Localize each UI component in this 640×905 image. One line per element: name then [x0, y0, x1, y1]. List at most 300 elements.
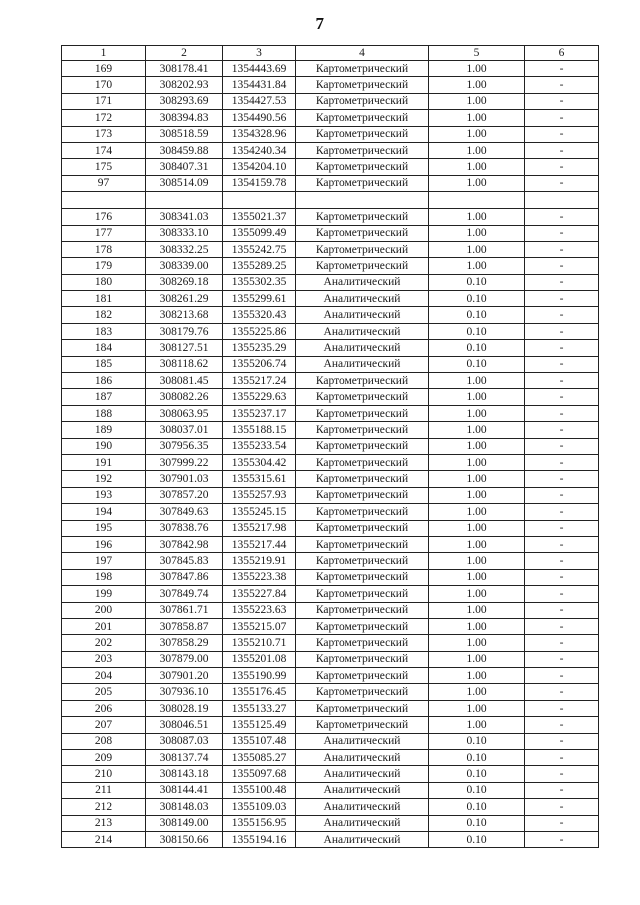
method-cell: Картометрический [296, 422, 429, 438]
description-cell: - [525, 340, 599, 356]
point-number-cell: 204 [62, 668, 146, 684]
description-cell: - [525, 209, 599, 225]
y-coordinate-cell: 1355176.45 [223, 684, 296, 700]
point-number-cell: 210 [62, 766, 146, 782]
y-coordinate-cell: 1355125.49 [223, 717, 296, 733]
method-cell: Аналитический [296, 799, 429, 815]
description-cell: - [525, 159, 599, 175]
table-row [62, 258, 599, 274]
method-cell: Картометрический [296, 389, 429, 405]
x-coordinate-cell: 308213.68 [146, 307, 223, 323]
x-coordinate-cell: 307999.22 [146, 454, 223, 470]
method-cell: Аналитический [296, 815, 429, 831]
y-coordinate-cell: 1355245.15 [223, 504, 296, 520]
description-cell: - [525, 61, 599, 77]
y-coordinate-cell: 1354443.69 [223, 61, 296, 77]
point-number-cell: 97 [62, 175, 146, 191]
table-row [62, 635, 599, 651]
table-row [62, 241, 599, 257]
method-cell: Картометрический [296, 668, 429, 684]
accuracy-cell: 1.00 [429, 373, 525, 389]
method-cell: Аналитический [296, 274, 429, 290]
y-coordinate-cell: 1354159.78 [223, 175, 296, 191]
table-row [62, 536, 599, 552]
description-cell: - [525, 733, 599, 749]
point-number-cell: 193 [62, 487, 146, 503]
empty-cell [146, 192, 223, 209]
description-cell: - [525, 307, 599, 323]
method-cell: Аналитический [296, 323, 429, 339]
x-coordinate-cell: 307849.74 [146, 586, 223, 602]
x-coordinate-cell: 307901.20 [146, 668, 223, 684]
point-number-cell: 171 [62, 93, 146, 109]
header-cell-x: 2 [146, 46, 223, 61]
description-cell: - [525, 438, 599, 454]
point-number-cell: 176 [62, 209, 146, 225]
table-row [62, 61, 599, 77]
method-cell: Картометрический [296, 487, 429, 503]
y-coordinate-cell: 1355133.27 [223, 700, 296, 716]
y-coordinate-cell: 1355100.48 [223, 782, 296, 798]
table-row [62, 291, 599, 307]
description-cell: - [525, 241, 599, 257]
method-cell: Картометрический [296, 241, 429, 257]
table-row [62, 110, 599, 126]
table-row [62, 389, 599, 405]
accuracy-cell: 1.00 [429, 159, 525, 175]
point-number-cell: 181 [62, 291, 146, 307]
x-coordinate-cell: 308118.62 [146, 356, 223, 372]
point-number-cell: 194 [62, 504, 146, 520]
coordinates-table [61, 45, 599, 848]
y-coordinate-cell: 1355315.61 [223, 471, 296, 487]
y-coordinate-cell: 1355206.74 [223, 356, 296, 372]
description-cell: - [525, 750, 599, 766]
description-cell: - [525, 323, 599, 339]
description-cell: - [525, 225, 599, 241]
y-coordinate-cell: 1355223.63 [223, 602, 296, 618]
accuracy-cell: 0.10 [429, 291, 525, 307]
description-cell: - [525, 815, 599, 831]
x-coordinate-cell: 308082.26 [146, 389, 223, 405]
y-coordinate-cell: 1354240.34 [223, 142, 296, 158]
table-row [62, 175, 599, 191]
y-coordinate-cell: 1355107.48 [223, 733, 296, 749]
x-coordinate-cell: 308394.83 [146, 110, 223, 126]
method-cell: Картометрический [296, 77, 429, 93]
x-coordinate-cell: 308143.18 [146, 766, 223, 782]
table-row [62, 471, 599, 487]
x-coordinate-cell: 307879.00 [146, 651, 223, 667]
method-cell: Картометрический [296, 536, 429, 552]
point-number-cell: 192 [62, 471, 146, 487]
point-number-cell: 209 [62, 750, 146, 766]
description-cell: - [525, 405, 599, 421]
description-cell: - [525, 520, 599, 536]
accuracy-cell: 1.00 [429, 553, 525, 569]
empty-cell [62, 192, 146, 209]
method-cell: Картометрический [296, 569, 429, 585]
point-number-cell: 177 [62, 225, 146, 241]
header-cell-method: 4 [296, 46, 429, 61]
table-row [62, 340, 599, 356]
point-number-cell: 202 [62, 635, 146, 651]
y-coordinate-cell: 1355217.24 [223, 373, 296, 389]
accuracy-cell: 1.00 [429, 569, 525, 585]
point-number-cell: 189 [62, 422, 146, 438]
point-number-cell: 172 [62, 110, 146, 126]
accuracy-cell: 1.00 [429, 93, 525, 109]
point-number-cell: 173 [62, 126, 146, 142]
y-coordinate-cell: 1355289.25 [223, 258, 296, 274]
method-cell: Картометрический [296, 225, 429, 241]
table-row [62, 209, 599, 225]
x-coordinate-cell: 307858.29 [146, 635, 223, 651]
method-cell: Картометрический [296, 602, 429, 618]
y-coordinate-cell: 1355233.54 [223, 438, 296, 454]
accuracy-cell: 0.10 [429, 750, 525, 766]
description-cell: - [525, 782, 599, 798]
point-number-cell: 185 [62, 356, 146, 372]
x-coordinate-cell: 308333.10 [146, 225, 223, 241]
coordinates-table-body [62, 46, 599, 848]
method-cell: Картометрический [296, 454, 429, 470]
empty-cell [223, 192, 296, 209]
point-number-cell: 199 [62, 586, 146, 602]
accuracy-cell: 1.00 [429, 61, 525, 77]
description-cell: - [525, 651, 599, 667]
description-cell: - [525, 471, 599, 487]
y-coordinate-cell: 1355223.38 [223, 569, 296, 585]
x-coordinate-cell: 308269.18 [146, 274, 223, 290]
x-coordinate-cell: 308150.66 [146, 831, 223, 847]
y-coordinate-cell: 1355097.68 [223, 766, 296, 782]
accuracy-cell: 1.00 [429, 618, 525, 634]
empty-cell [296, 192, 429, 209]
y-coordinate-cell: 1354431.84 [223, 77, 296, 93]
method-cell: Картометрический [296, 586, 429, 602]
point-number-cell: 195 [62, 520, 146, 536]
accuracy-cell: 1.00 [429, 471, 525, 487]
y-coordinate-cell: 1355257.93 [223, 487, 296, 503]
table-row [62, 520, 599, 536]
x-coordinate-cell: 308149.00 [146, 815, 223, 831]
y-coordinate-cell: 1355215.07 [223, 618, 296, 634]
description-cell: - [525, 569, 599, 585]
accuracy-cell: 1.00 [429, 422, 525, 438]
accuracy-cell: 1.00 [429, 77, 525, 93]
point-number-cell: 196 [62, 536, 146, 552]
table-row [62, 602, 599, 618]
method-cell: Картометрический [296, 635, 429, 651]
accuracy-cell: 0.10 [429, 831, 525, 847]
method-cell: Картометрический [296, 504, 429, 520]
x-coordinate-cell: 307936.10 [146, 684, 223, 700]
point-number-cell: 183 [62, 323, 146, 339]
point-number-cell: 201 [62, 618, 146, 634]
accuracy-cell: 1.00 [429, 142, 525, 158]
accuracy-cell: 1.00 [429, 225, 525, 241]
table-row [62, 274, 599, 290]
point-number-cell: 169 [62, 61, 146, 77]
table-row [62, 422, 599, 438]
point-number-cell: 188 [62, 405, 146, 421]
method-cell: Аналитический [296, 307, 429, 323]
x-coordinate-cell: 308261.29 [146, 291, 223, 307]
table-row [62, 733, 599, 749]
y-coordinate-cell: 1355190.99 [223, 668, 296, 684]
x-coordinate-cell: 307838.76 [146, 520, 223, 536]
method-cell: Аналитический [296, 340, 429, 356]
table-row [62, 799, 599, 815]
method-cell: Картометрический [296, 700, 429, 716]
x-coordinate-cell: 308339.00 [146, 258, 223, 274]
accuracy-cell: 1.00 [429, 454, 525, 470]
table-row [62, 684, 599, 700]
method-cell: Картометрический [296, 258, 429, 274]
table-row [62, 553, 599, 569]
method-cell: Картометрический [296, 618, 429, 634]
method-cell: Картометрический [296, 209, 429, 225]
table-row [62, 504, 599, 520]
description-cell: - [525, 635, 599, 651]
description-cell: - [525, 586, 599, 602]
y-coordinate-cell: 1355302.35 [223, 274, 296, 290]
accuracy-cell: 1.00 [429, 602, 525, 618]
table-row [62, 454, 599, 470]
description-cell: - [525, 553, 599, 569]
y-coordinate-cell: 1355210.71 [223, 635, 296, 651]
table-row [62, 356, 599, 372]
y-coordinate-cell: 1355304.42 [223, 454, 296, 470]
method-cell: Картометрический [296, 110, 429, 126]
accuracy-cell: 1.00 [429, 405, 525, 421]
x-coordinate-cell: 307845.83 [146, 553, 223, 569]
x-coordinate-cell: 308144.41 [146, 782, 223, 798]
x-coordinate-cell: 308332.25 [146, 241, 223, 257]
table-row [62, 487, 599, 503]
accuracy-cell: 1.00 [429, 586, 525, 602]
header-cell-accuracy: 5 [429, 46, 525, 61]
table-row [62, 618, 599, 634]
method-cell: Картометрический [296, 373, 429, 389]
description-cell: - [525, 504, 599, 520]
accuracy-cell: 1.00 [429, 487, 525, 503]
table-row [62, 405, 599, 421]
accuracy-cell: 1.00 [429, 700, 525, 716]
point-number-cell: 198 [62, 569, 146, 585]
x-coordinate-cell: 307842.98 [146, 536, 223, 552]
x-coordinate-cell: 308179.76 [146, 323, 223, 339]
table-row [62, 77, 599, 93]
point-number-cell: 208 [62, 733, 146, 749]
x-coordinate-cell: 308127.51 [146, 340, 223, 356]
point-number-cell: 174 [62, 142, 146, 158]
table-row [62, 700, 599, 716]
method-cell: Картометрический [296, 651, 429, 667]
table-row [62, 142, 599, 158]
y-coordinate-cell: 1355021.37 [223, 209, 296, 225]
y-coordinate-cell: 1354427.53 [223, 93, 296, 109]
y-coordinate-cell: 1355217.98 [223, 520, 296, 536]
point-number-cell: 190 [62, 438, 146, 454]
x-coordinate-cell: 307956.35 [146, 438, 223, 454]
point-number-cell: 187 [62, 389, 146, 405]
point-number-cell: 175 [62, 159, 146, 175]
description-cell: - [525, 126, 599, 142]
point-number-cell: 191 [62, 454, 146, 470]
x-coordinate-cell: 308063.95 [146, 405, 223, 421]
y-coordinate-cell: 1355109.03 [223, 799, 296, 815]
accuracy-cell: 1.00 [429, 668, 525, 684]
description-cell: - [525, 454, 599, 470]
accuracy-cell: 1.00 [429, 651, 525, 667]
accuracy-cell: 1.00 [429, 258, 525, 274]
table-row [62, 750, 599, 766]
contour-separator-row [62, 192, 599, 209]
x-coordinate-cell: 308202.93 [146, 77, 223, 93]
point-number-cell: 214 [62, 831, 146, 847]
description-cell: - [525, 175, 599, 191]
y-coordinate-cell: 1354204.10 [223, 159, 296, 175]
point-number-cell: 200 [62, 602, 146, 618]
table-row [62, 831, 599, 847]
empty-cell [525, 192, 599, 209]
description-cell: - [525, 274, 599, 290]
table-row [62, 373, 599, 389]
method-cell: Картометрический [296, 684, 429, 700]
x-coordinate-cell: 307901.03 [146, 471, 223, 487]
method-cell: Аналитический [296, 291, 429, 307]
point-number-cell: 203 [62, 651, 146, 667]
description-cell: - [525, 536, 599, 552]
point-number-cell: 186 [62, 373, 146, 389]
point-number-cell: 206 [62, 700, 146, 716]
y-coordinate-cell: 1355229.63 [223, 389, 296, 405]
header-cell-point: 1 [62, 46, 146, 61]
point-number-cell: 182 [62, 307, 146, 323]
page-number: 7 [315, 14, 325, 33]
x-coordinate-cell: 307858.87 [146, 618, 223, 634]
description-cell: - [525, 668, 599, 684]
method-cell: Картометрический [296, 520, 429, 536]
x-coordinate-cell: 308518.59 [146, 126, 223, 142]
x-coordinate-cell: 308137.74 [146, 750, 223, 766]
accuracy-cell: 0.10 [429, 307, 525, 323]
table-row [62, 586, 599, 602]
method-cell: Картометрический [296, 159, 429, 175]
x-coordinate-cell: 307847.86 [146, 569, 223, 585]
table-row [62, 815, 599, 831]
description-cell: - [525, 142, 599, 158]
table-row [62, 766, 599, 782]
header-cell-y: 3 [223, 46, 296, 61]
y-coordinate-cell: 1354490.56 [223, 110, 296, 126]
table-row [62, 323, 599, 339]
accuracy-cell: 1.00 [429, 209, 525, 225]
table-row [62, 782, 599, 798]
accuracy-cell: 1.00 [429, 504, 525, 520]
description-cell: - [525, 258, 599, 274]
point-number-cell: 205 [62, 684, 146, 700]
accuracy-cell: 1.00 [429, 241, 525, 257]
y-coordinate-cell: 1355099.49 [223, 225, 296, 241]
point-number-cell: 170 [62, 77, 146, 93]
point-number-cell: 211 [62, 782, 146, 798]
method-cell: Аналитический [296, 766, 429, 782]
y-coordinate-cell: 1354328.96 [223, 126, 296, 142]
accuracy-cell: 0.10 [429, 323, 525, 339]
table-row [62, 717, 599, 733]
x-coordinate-cell: 308028.19 [146, 700, 223, 716]
method-cell: Аналитический [296, 356, 429, 372]
method-cell: Картометрический [296, 405, 429, 421]
method-cell: Картометрический [296, 61, 429, 77]
accuracy-cell: 0.10 [429, 815, 525, 831]
x-coordinate-cell: 307861.71 [146, 602, 223, 618]
description-cell: - [525, 684, 599, 700]
description-cell: - [525, 389, 599, 405]
table-row [62, 438, 599, 454]
accuracy-cell: 1.00 [429, 389, 525, 405]
y-coordinate-cell: 1355156.95 [223, 815, 296, 831]
y-coordinate-cell: 1355194.16 [223, 831, 296, 847]
method-cell: Картометрический [296, 471, 429, 487]
description-cell: - [525, 717, 599, 733]
y-coordinate-cell: 1355219.91 [223, 553, 296, 569]
description-cell: - [525, 602, 599, 618]
x-coordinate-cell: 308407.31 [146, 159, 223, 175]
x-coordinate-cell: 308514.09 [146, 175, 223, 191]
y-coordinate-cell: 1355188.15 [223, 422, 296, 438]
x-coordinate-cell: 308081.45 [146, 373, 223, 389]
accuracy-cell: 0.10 [429, 799, 525, 815]
accuracy-cell: 1.00 [429, 717, 525, 733]
point-number-cell: 213 [62, 815, 146, 831]
point-number-cell: 197 [62, 553, 146, 569]
x-coordinate-cell: 308178.41 [146, 61, 223, 77]
x-coordinate-cell: 307857.20 [146, 487, 223, 503]
method-cell: Аналитический [296, 750, 429, 766]
method-cell: Картометрический [296, 553, 429, 569]
accuracy-cell: 1.00 [429, 110, 525, 126]
y-coordinate-cell: 1355235.29 [223, 340, 296, 356]
method-cell: Аналитический [296, 733, 429, 749]
accuracy-cell: 1.00 [429, 126, 525, 142]
accuracy-cell: 1.00 [429, 175, 525, 191]
method-cell: Картометрический [296, 438, 429, 454]
accuracy-cell: 1.00 [429, 438, 525, 454]
x-coordinate-cell: 308037.01 [146, 422, 223, 438]
x-coordinate-cell: 308293.69 [146, 93, 223, 109]
accuracy-cell: 1.00 [429, 520, 525, 536]
method-cell: Картометрический [296, 126, 429, 142]
accuracy-cell: 0.10 [429, 733, 525, 749]
y-coordinate-cell: 1355225.86 [223, 323, 296, 339]
table-row [62, 159, 599, 175]
x-coordinate-cell: 308459.88 [146, 142, 223, 158]
description-cell: - [525, 766, 599, 782]
accuracy-cell: 1.00 [429, 536, 525, 552]
method-cell: Аналитический [296, 831, 429, 847]
table-header-row [62, 46, 599, 61]
y-coordinate-cell: 1355299.61 [223, 291, 296, 307]
accuracy-cell: 1.00 [429, 635, 525, 651]
header-cell-description: 6 [525, 46, 599, 61]
y-coordinate-cell: 1355320.43 [223, 307, 296, 323]
accuracy-cell: 0.10 [429, 782, 525, 798]
description-cell: - [525, 110, 599, 126]
